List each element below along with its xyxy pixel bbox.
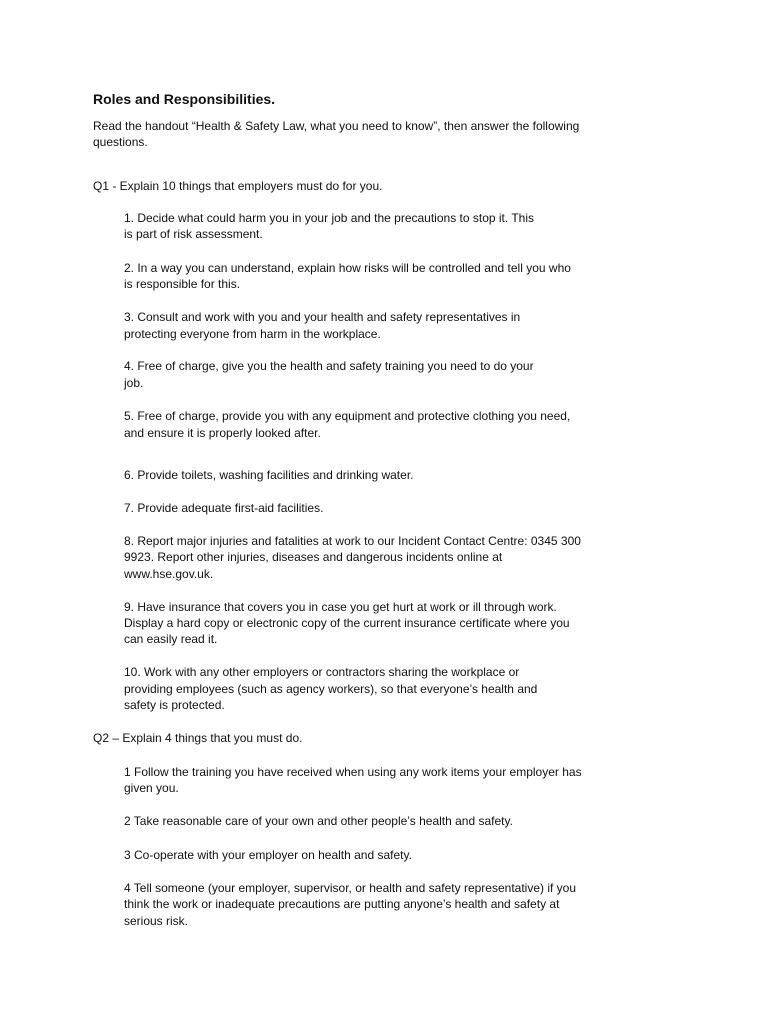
q1-item-6: 6. Provide toilets, washing facilities and drinking water. (124, 468, 414, 482)
q2-item-4-line-3: serious risk. (124, 914, 189, 928)
q1-item-8-line-1: 8. Report major injuries and fatalities at work to our Incident Contact Centre: 0345 300 (124, 534, 581, 548)
q1-item-9-line-2: Display a hard copy or electronic copy of the current insurance certificate where you (124, 616, 570, 630)
q1-item-10-line-3: safety is protected. (124, 698, 225, 712)
q1-item-5-line-2: and ensure it is properly looked after. (124, 426, 321, 440)
intro-line-2: questions. (93, 135, 148, 149)
q1-item-2-line-2: is responsible for this. (124, 277, 241, 291)
q1-item-8-line-2: 9923. Report other injuries, diseases and dangerous incidents online at (124, 550, 503, 564)
q1-item-2-line-1: 2. In a way you can understand, explain how risks will be controlled and tell you who (124, 261, 571, 275)
q2-heading: Q2 – Explain 4 things that you must do. (93, 731, 303, 745)
q1-item-8-line-3: www.hse.gov.uk. (124, 567, 214, 581)
page-title: Roles and Responsibilities. (93, 91, 276, 107)
q1-item-10-line-2: providing employees (such as agency workers), so that everyone’s health and (124, 682, 538, 696)
q1-item-3-line-1: 3. Consult and work with you and your health and safety representatives in (124, 310, 521, 324)
q1-item-7: 7. Provide adequate first-aid facilities. (124, 501, 324, 515)
q1-item-1-line-1: 1. Decide what could harm you in your job and the precautions to stop it. This (124, 211, 535, 225)
q2-item-1-line-1: 1 Follow the training you have received when using any work items your employer has (124, 765, 582, 779)
q2-item-2: 2 Take reasonable care of your own and other people’s health and safety. (124, 814, 513, 828)
q2-item-4-line-1: 4 Tell someone (your employer, supervisor, or health and safety representative) if you (124, 881, 577, 895)
q1-item-10-line-1: 10. Work with any other employers or contractors sharing the workplace or (124, 665, 520, 679)
q1-item-5-line-1: 5. Free of charge, provide you with any equipment and protective clothing you need, (124, 409, 571, 423)
q1-item-1-line-2: is part of risk assessment. (124, 227, 263, 241)
intro-line-1: Read the handout “Health & Safety Law, what you need to know”, then answer the following (93, 119, 580, 133)
q2-item-4-line-2: think the work or inadequate precautions are putting anyone’s health and safety at (124, 897, 560, 911)
q1-item-9-line-3: can easily read it. (124, 632, 218, 646)
q2-item-3: 3 Co-operate with your employer on health and safety. (124, 848, 412, 862)
q1-item-4-line-1: 4. Free of charge, give you the health and safety training you need to do your (124, 359, 534, 373)
q1-item-3-line-2: protecting everyone from harm in the workplace. (124, 327, 381, 341)
q1-item-9-line-1: 9. Have insurance that covers you in case you get hurt at work or ill through work. (124, 600, 557, 614)
q2-item-1-line-2: given you. (124, 781, 179, 795)
q1-item-4-line-2: job. (124, 376, 144, 390)
q1-heading: Q1 - Explain 10 things that employers must do for you. (93, 179, 383, 193)
